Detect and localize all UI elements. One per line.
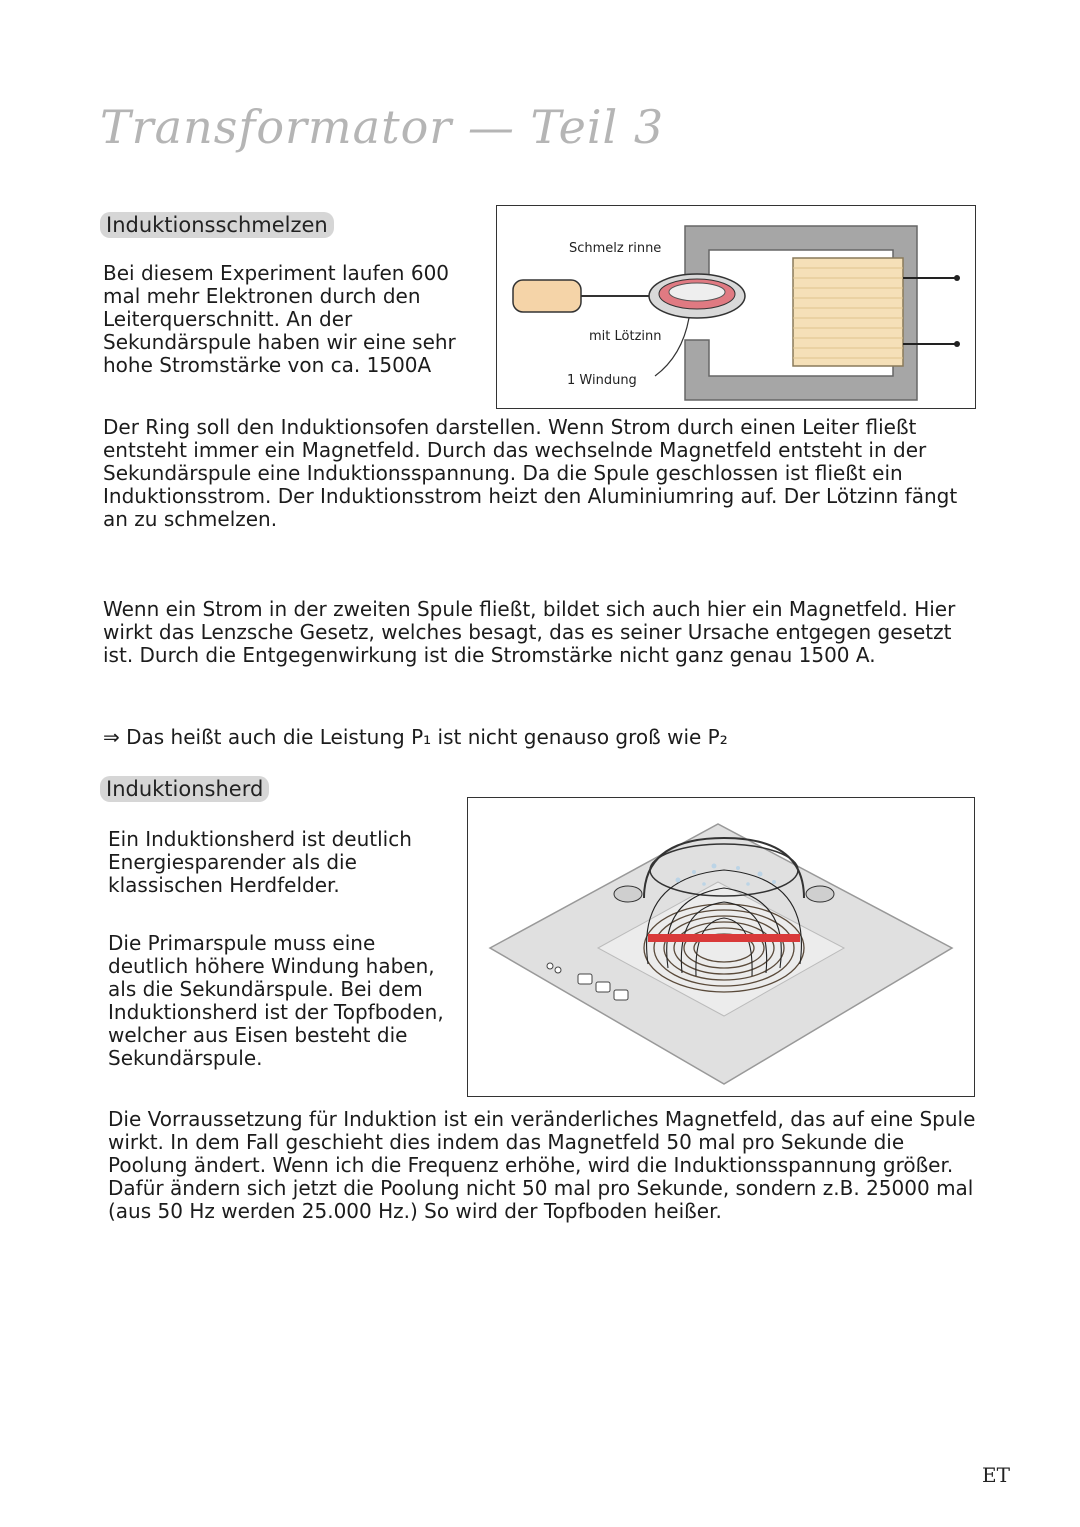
terminal-bottom: [954, 341, 960, 347]
page-title: Transformator — Teil 3: [100, 100, 665, 154]
signature: ET: [982, 1463, 1010, 1487]
label-schmelzrinne: Schmelz rinne: [569, 241, 662, 256]
primaerspule-text: Die Primarspule muss eine deutlich höhere Windung haben, als die Sekundärspule. Bei dem Induktionsherd ist der Topfboden, welcher aus Eisen besteht die Sekundärspule.: [108, 931, 444, 1070]
pot-bottom-heated: [648, 934, 800, 942]
pot-handle-left: [614, 886, 642, 902]
label-windung: 1 Windung: [567, 373, 637, 388]
induktionsherd-figure: [467, 797, 975, 1097]
section-heading-induktionsschmelzen: Induktionsschmelzen: [100, 212, 334, 238]
pot-handle-right: [806, 886, 834, 902]
ring-inner: [669, 283, 725, 301]
transformer-diagram: [497, 206, 975, 408]
section-heading-induktionsherd: Induktionsherd: [100, 776, 269, 802]
schmelzen-intro-text: Bei diesem Experiment laufen 600 mal mehr Elektronen durch den Leiterquerschnitt. An der Sekundärspule haben wir eine sehr hohe Stromstärke von ca. 1500A: [103, 261, 456, 377]
label-loetzinn: mit Lötzinn: [589, 329, 662, 344]
windung-pointer: [655, 318, 689, 376]
induktionsschmelzen-figure: [496, 205, 976, 409]
induktion-voraussetzung: Die Vorraussetzung für Induktion ist ein veränderliches Magnetfeld, das auf eine Spule wirkt. In dem Fall geschieht dies indem das Magnetfeld 50 mal pro Sekunde die Poolung ändert. Wenn ich die Frequenz erhöhe, wird die Induktionsspannung größer. Dafür ändern sich jetzt die Poolung nicht 50 mal pro Sekunde, sondern z.B. 25000 mal (aus 50 Hz werden 25.000 Hz.) So wird der Topfboden heißer.: [108, 1107, 976, 1223]
schmelzen-explanation: Der Ring soll den Induktionsofen darstellen. Wenn Strom durch einen Leiter fließt entsteht immer ein Magnetfeld. Durch das wechselnde Magnetfeld entsteht in der Sekundärspule eine Induktionsspannung. Da die Spule geschlossen ist fließt ein Induktionsstrom. Der Induktionsstrom heizt den Aluminiumring auf. Der Lötzinn fängt an zu schmelzen.: [103, 415, 958, 531]
lenz-paragraph: Wenn ein Strom in der zweiten Spule fließt, bildet sich auch hier ein Magnetfeld. Hier wirkt das Lenzsche Gesetz, welches besagt, das es seiner Ursache entgegen gesetzt ist. Durch die Entgegenwirkung ist die Stromstärke nicht ganz genau 1500 A.: [103, 597, 956, 667]
handle: [513, 280, 581, 312]
terminal-top: [954, 275, 960, 281]
herd-intro-text: Ein Induktionsherd ist deutlich Energiesparender als die klassischen Herdfelder.: [108, 827, 412, 897]
power-conclusion: ⇒ Das heißt auch die Leistung P₁ ist nicht genauso groß wie P₂: [103, 725, 728, 749]
induction-cooktop-diagram: [468, 798, 974, 1096]
primary-coil: [793, 258, 903, 366]
